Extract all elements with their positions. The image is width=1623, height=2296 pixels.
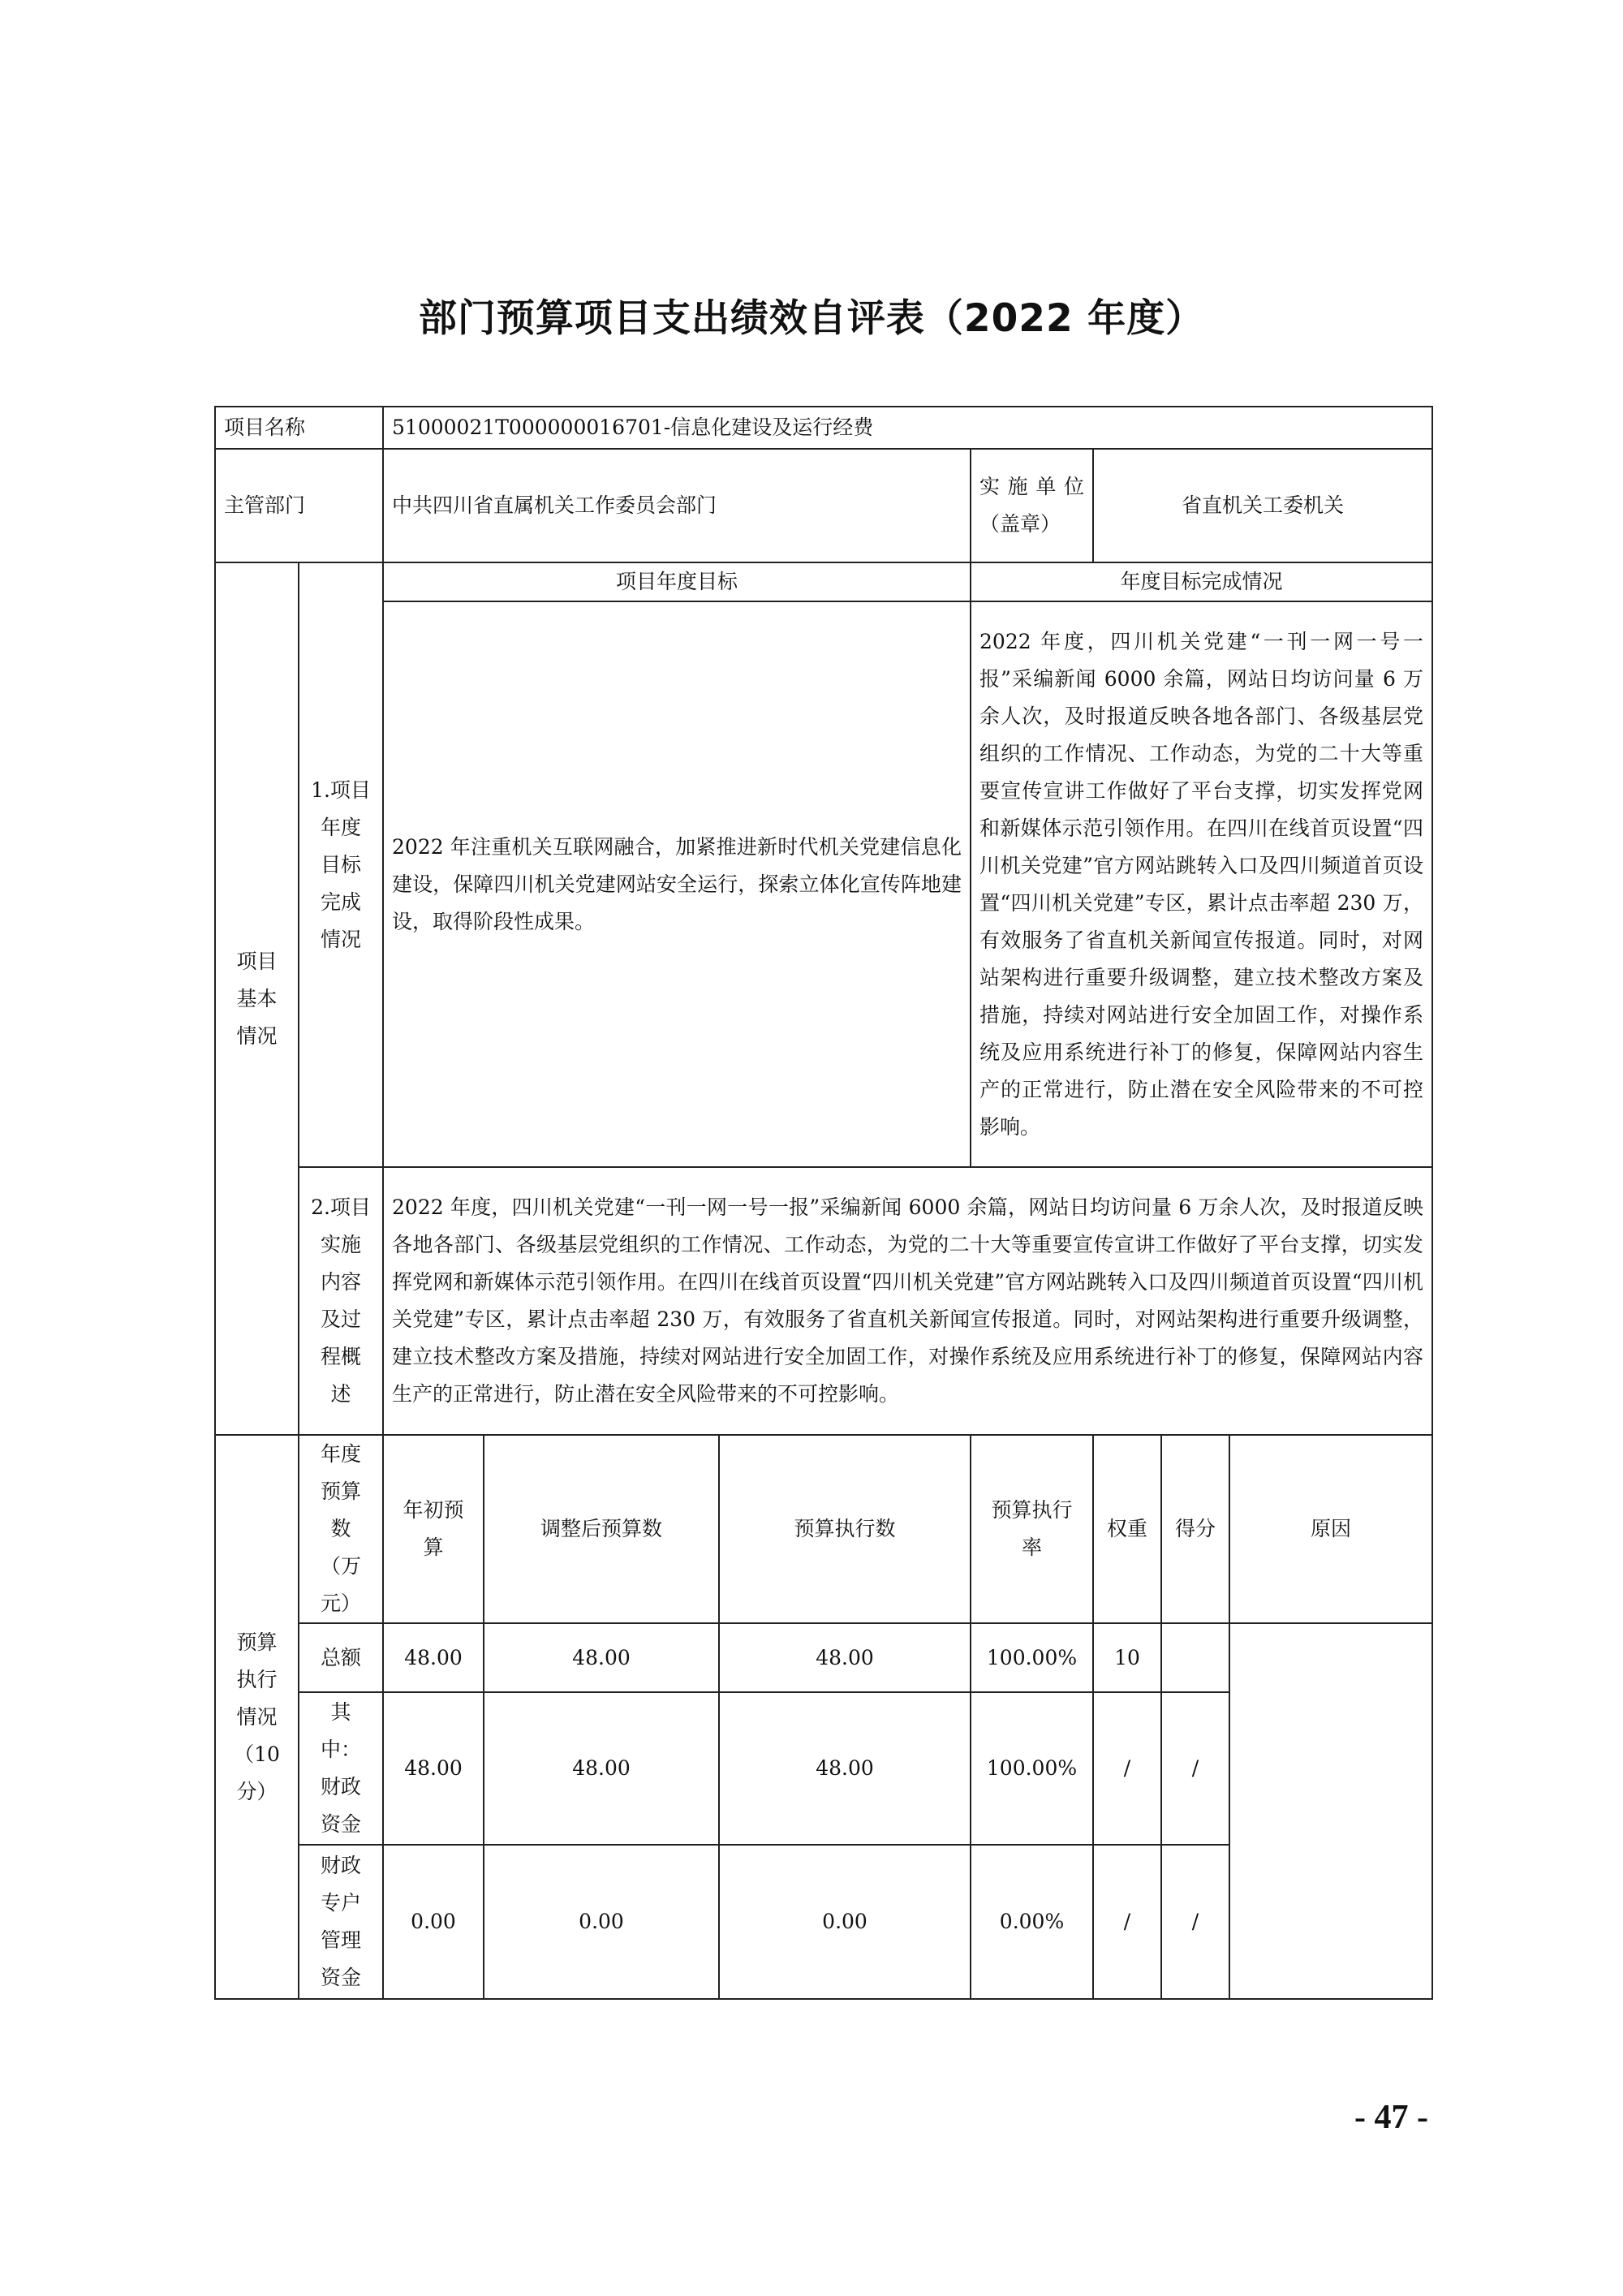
executed-budget-header: 预算执行数 — [719, 1435, 971, 1623]
page-number: - 47 - — [1354, 2099, 1428, 2136]
score-value: / — [1161, 1845, 1229, 1999]
weight-value: 10 — [1093, 1623, 1161, 1692]
adjusted-value: 48.00 — [484, 1692, 719, 1845]
budget-row-total — [215, 1623, 1432, 1692]
implementer-label: 实施单位（盖章） — [971, 449, 1093, 562]
row-label: 财政专户管理资金 — [299, 1845, 383, 1999]
performance-table — [214, 406, 1433, 2000]
item2-text: 2022 年度，四川机关党建“一刊一网一号一报”采编新闻 6000 余篇，网站日均访问量 6 万余人次，及时报道反映各地各部门、各级基层党组织的工作情况、工作动态，为党的二十大等重要宣传宣讲工作做好了平台支撑，切实发挥党网和新媒体示范引领作用。在四川在线首页设置“四川机关党建”官方网站跳转入口及四川频道首页设置“四川机关党建”专区，累计点击率超 230 万，有效服务了省直机关新闻宣传报道。同时，对网站架构进行重要升级调整，建立技术整改方案及措施，持续对网站进行安全加固工作，对操作系统及应用系统进行补丁的修复，保障网站内容生产的正常进行，防止潜在安全风险带来的不可控影响。 — [383, 1167, 1432, 1435]
score-value: / — [1161, 1692, 1229, 1845]
adjusted-value: 0.00 — [484, 1845, 719, 1999]
budget-section-label: 预算执行情况（10分） — [215, 1435, 299, 1999]
item1-label: 1.项目年度目标完成情况 — [299, 562, 383, 1167]
initial-value: 48.00 — [383, 1692, 484, 1845]
item2-label: 2.项目实施内容及过程概述 — [299, 1167, 383, 1435]
item1-goal: 2022 年注重机关互联网融合，加紧推进新时代机关党建信息化建设，保障四川机关党建网站安全运行，探索立体化宣传阵地建设，取得阶段性成果。 — [383, 601, 971, 1167]
row-basic-headers — [215, 562, 1432, 601]
initial-budget-header: 年初预算 — [383, 1435, 484, 1623]
completion-header: 年度目标完成情况 — [971, 562, 1432, 601]
item1-completion: 2022 年度，四川机关党建“一刊一网一号一报”采编新闻 6000 余篇，网站日均访问量 6 万余人次，及时报道反映各地各部门、各级基层党组织的工作情况、工作动态，为党的二十大等重要宣传宣讲工作做好了平台支撑，切实发挥党网和新媒体示范引领作用。在四川在线首页设置“四川机关党建”官方网站跳转入口及四川频道首页设置“四川机关党建”专区，累计点击率超 230 万，有效服务了省直机关新闻宣传报道。同时，对网站架构进行重要升级调整，建立技术整改方案及措施，持续对网站进行安全加固工作，对操作系统及应用系统进行补丁的修复，保障网站内容生产的正常进行，防止潜在安全风险带来的不可控影响。 — [971, 601, 1432, 1167]
rate-value: 100.00% — [971, 1692, 1093, 1845]
weight-value: / — [1093, 1845, 1161, 1999]
weight-header: 权重 — [1093, 1435, 1161, 1623]
executed-value: 48.00 — [719, 1623, 971, 1692]
score-header: 得分 — [1161, 1435, 1229, 1623]
row-budget-headers — [215, 1435, 1432, 1623]
department-value: 中共四川省直属机关工作委员会部门 — [383, 449, 971, 562]
reason-value — [1229, 1623, 1432, 1999]
score-value — [1161, 1623, 1229, 1692]
executed-value: 48.00 — [719, 1692, 971, 1845]
rate-value: 0.00% — [971, 1845, 1093, 1999]
row-item2 — [215, 1167, 1432, 1435]
row-project-name — [215, 407, 1432, 449]
row-department — [215, 449, 1432, 562]
basic-section-label: 项目基本情况 — [215, 562, 299, 1435]
row-item1 — [215, 601, 1432, 1167]
weight-value: / — [1093, 1692, 1161, 1845]
initial-value: 48.00 — [383, 1623, 484, 1692]
rate-value: 100.00% — [971, 1623, 1093, 1692]
executed-value: 0.00 — [719, 1845, 971, 1999]
project-name-value: 51000021T000000016701-信息化建设及运行经费 — [383, 407, 1432, 449]
row-label: 其中：财政资金 — [299, 1692, 383, 1845]
reason-header: 原因 — [1229, 1435, 1432, 1623]
annual-budget-header: 年度预算数（万元） — [299, 1435, 383, 1623]
project-name-label: 项目名称 — [215, 407, 383, 449]
goal-header: 项目年度目标 — [383, 562, 971, 601]
execution-rate-header: 预算执行率 — [971, 1435, 1093, 1623]
page-title: 部门预算项目支出绩效自评表（2022 年度） — [418, 296, 1205, 341]
department-label: 主管部门 — [215, 449, 383, 562]
adjusted-budget-header: 调整后预算数 — [484, 1435, 719, 1623]
adjusted-value: 48.00 — [484, 1623, 719, 1692]
implementer-value: 省直机关工委机关 — [1093, 449, 1432, 562]
initial-value: 0.00 — [383, 1845, 484, 1999]
row-label: 总额 — [299, 1623, 383, 1692]
